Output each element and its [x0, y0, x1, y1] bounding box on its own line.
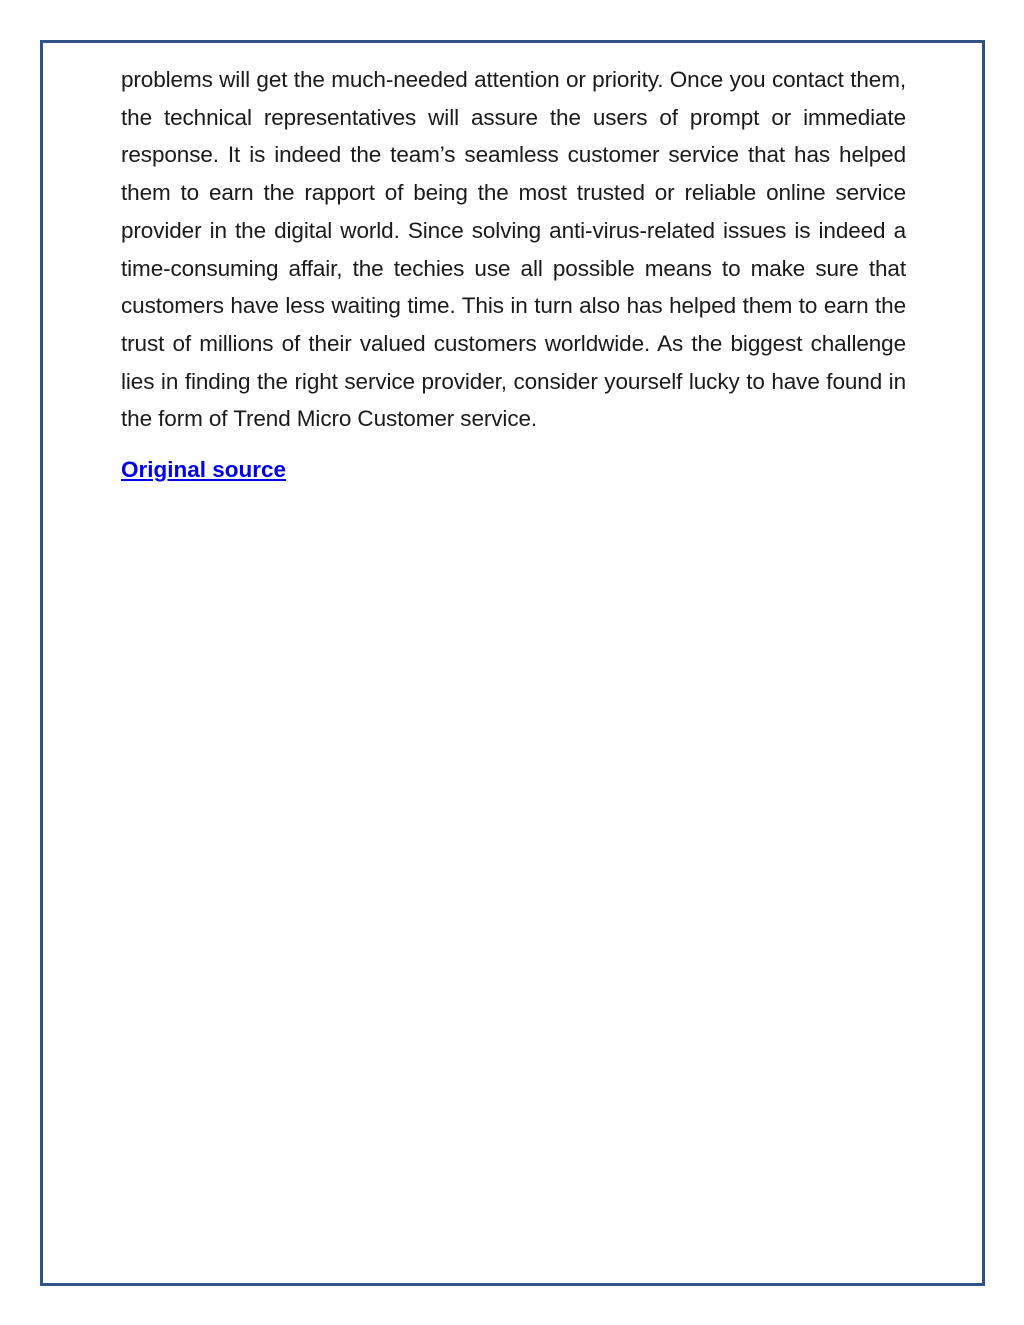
page-frame — [40, 40, 985, 1286]
original-source-link[interactable]: Original source — [121, 457, 287, 483]
body-paragraph: problems will get the much-needed attention or priority. Once you contact them, the technical representatives will assure the users of prompt or immediate response. It is indeed the team’s seamless customer service that has helped them to earn the rapport of being the most trusted or reliable online service provider in the digital world. Since solving anti-virus-related issues is indeed a time-consuming affair, the techies use all possible means to make sure that customers have less waiting time. This in turn also has helped them to earn the trust of millions of their valued customers worldwide. As the biggest challenge lies in finding the right service provider, consider yourself lucky to have found in the form of Trend Micro Customer service. — [121, 67, 906, 432]
document-content — [121, 61, 906, 486]
